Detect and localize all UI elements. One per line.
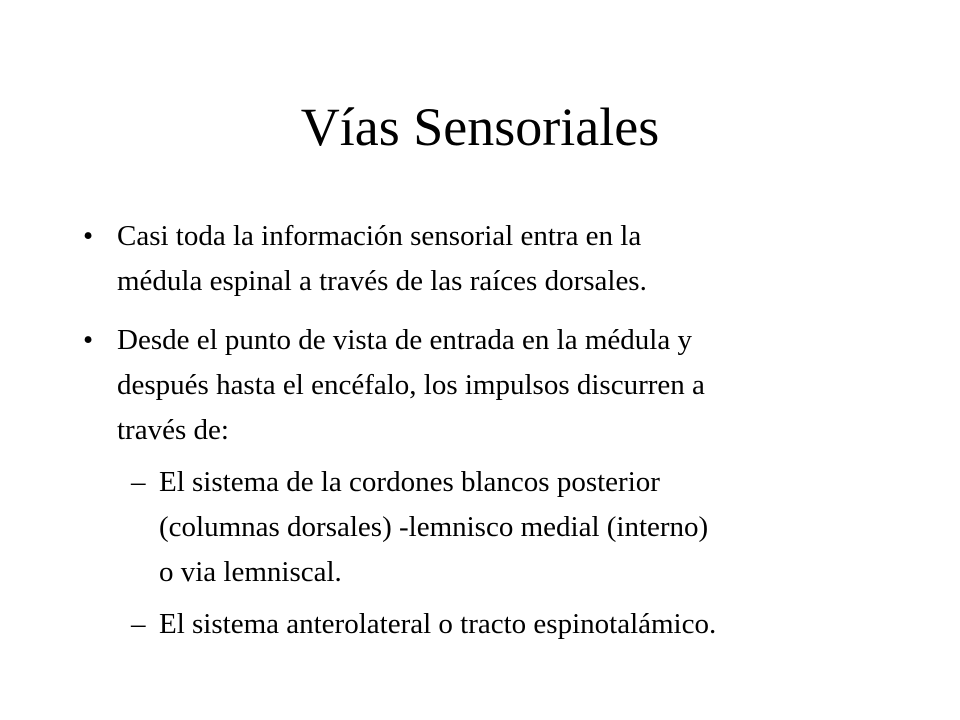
slide-title: Vías Sensoriales	[300, 97, 660, 157]
bullet-1-line-2: médula espinal a través de las raíces dorsales.	[117, 265, 647, 297]
sub-item-1	[131, 460, 864, 595]
sub-item-2	[131, 602, 864, 647]
bullet-marker: •	[83, 324, 94, 356]
sub-1-line-3: o via lemniscal.	[159, 556, 342, 588]
bullet-marker: •	[83, 220, 94, 252]
bullet-2-line-2: después hasta el encéfalo, los impulsos discurren a	[117, 369, 705, 401]
sub-1-line-1: El sistema de la cordones blancos posterior	[159, 466, 660, 498]
sub-1-line-2: (columnas dorsales) -lemnisco medial (interno)	[159, 511, 709, 543]
bullet-2-line-3: través de:	[117, 414, 229, 446]
bullet-item-1	[83, 214, 873, 304]
sub-2-line-1: El sistema anterolateral o tracto espinotalámico.	[159, 608, 717, 640]
sub-marker: –	[131, 466, 146, 498]
sub-marker: –	[131, 608, 146, 640]
bullet-2-line-1: Desde el punto de vista de entrada en la médula y	[117, 324, 692, 356]
bullet-item-2	[83, 318, 873, 453]
bullet-1-line-1: Casi toda la información sensorial entra en la	[117, 220, 642, 252]
